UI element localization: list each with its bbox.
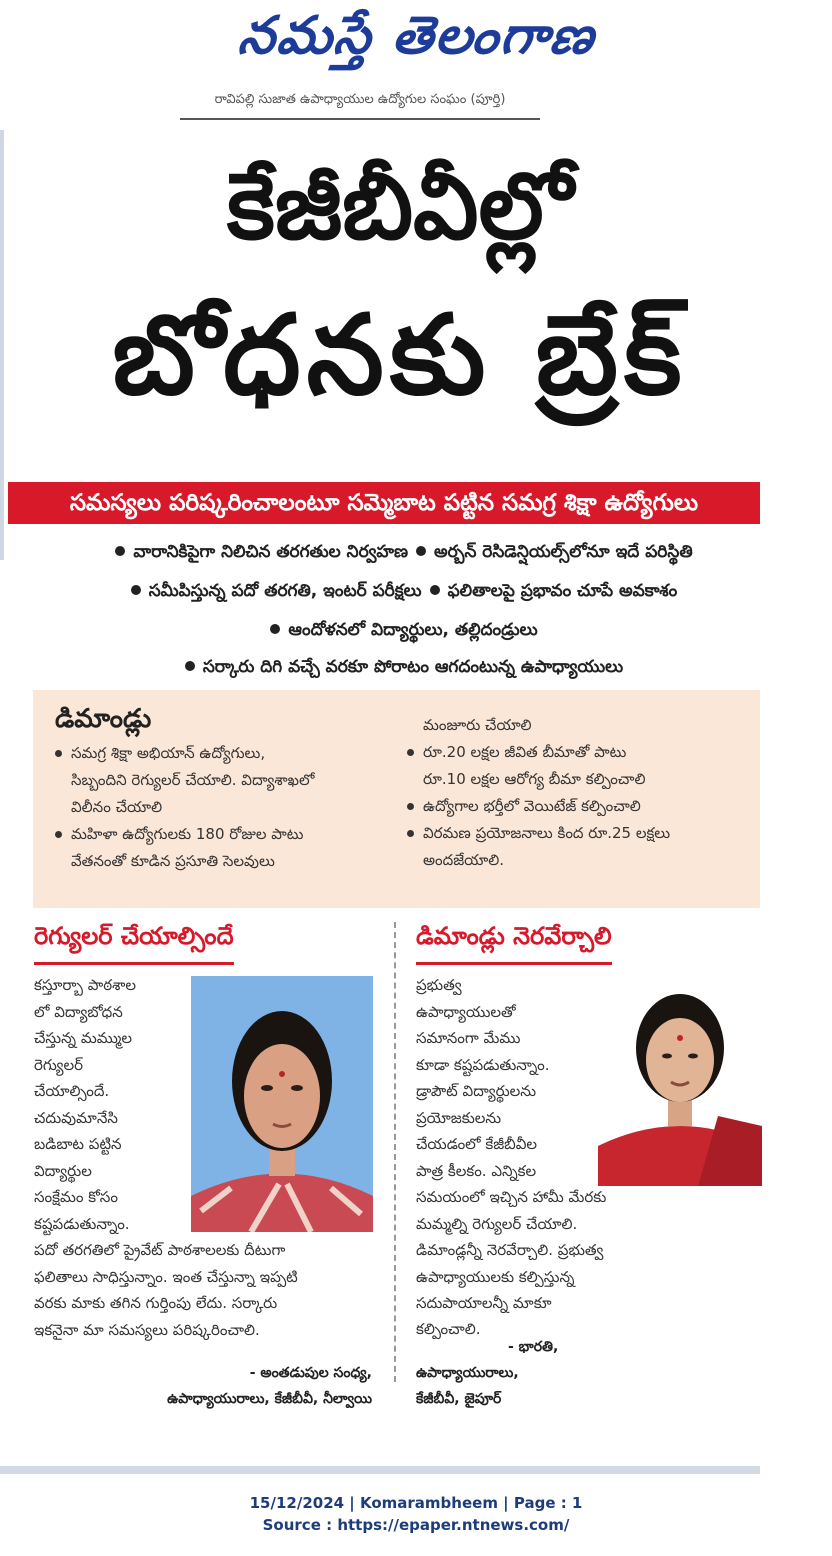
story-line: సమానంగా మేము [416, 1029, 521, 1047]
demand-line: వేతనంతో కూడిన ప్రసూతి సెలవులు [71, 852, 275, 870]
demand-line: మహిళా ఉద్యోగులకు 180 రోజుల పాటు [71, 825, 304, 843]
demand-line: విలీనం చేయాలి [71, 798, 163, 816]
left-story-signature [120, 1360, 372, 1412]
newspaper-logo: నమస్తే తెలంగాణ [235, 6, 599, 66]
story-line: సదుపాయాలన్నీ మాకూ [416, 1294, 552, 1312]
signature-line: ఉపాధ్యాయురాలు, [416, 1365, 519, 1381]
footer-source-link[interactable]: Source : https://epaper.ntnews.com/ [262, 1516, 570, 1534]
right-story-text [416, 972, 606, 1317]
highlight-text: సర్కారు దిగి వచ్చే వరకూ పోరాటం ఆగదంటున్న ఉపాధ్యాయులు [202, 657, 624, 677]
demand-item [405, 793, 745, 820]
story-line: బడిబాట పట్టిన [34, 1135, 122, 1153]
right-story-signature-name: - భారతి, [508, 1339, 559, 1355]
bullet-icon [416, 546, 426, 556]
story-line: ఫలితాలు సాధిస్తున్నాం. ఇంత చేస్తున్నా ఇప్పటి [34, 1267, 298, 1286]
story-line: సంక్షేమం కోసం [34, 1188, 118, 1206]
highlight-text: ఆందోళనలో విద్యార్థులు, తల్లిదండ్రులు [288, 620, 538, 640]
story-line: చదువుమానేసి [34, 1108, 118, 1127]
signature-line: - అంతడుపుల సంధ్య, [249, 1365, 372, 1381]
right-story-last-line: కల్పించాలి. [416, 1320, 481, 1338]
demand-line: మంజూరు చేయాలి [423, 716, 532, 734]
left-story-beside-photo [34, 972, 136, 1237]
story-line: పదో తరగతిలో ప్రైవేట్ పాఠశాలలకు దీటుగా [34, 1241, 286, 1259]
highlight-text: ఫలితాలపై ప్రభావం చూపే అవకాశం [447, 581, 678, 601]
demand-line: రూ.10 లక్షల ఆరోగ్య బీమా కల్పించాలి [423, 770, 646, 788]
demand-line: సిబ్బందిని రెగ్యులర్ చేయాలి. విద్యాశాఖలో [71, 771, 315, 789]
demand-item [53, 821, 393, 875]
demands-title: డిమాండ్లు [55, 704, 152, 734]
headline-line-1: కేజీబీవీల్లో [226, 153, 574, 260]
page-bottom-strip [0, 1466, 760, 1474]
masthead [0, 0, 832, 80]
highlight-text: వారానికిపైగా నిలిచిన తరగతుల నిర్వహణ [133, 542, 409, 562]
story-line: పాత్ర కీలకం. ఎన్నికల [416, 1161, 537, 1180]
story-line: వరకు మాకు తగిన గుర్తింపు లేదు. సర్కారు [34, 1294, 278, 1312]
right-portrait-photo [598, 976, 762, 1186]
demand-line: విరమణ ప్రయోజనాలు కింద రూ.25 లక్షలు [423, 824, 671, 842]
bullet-icon [185, 661, 195, 671]
left-portrait-photo [191, 976, 373, 1232]
kicker-line: రావిపల్లి సుజాత ఉపాధ్యాయుల ఉద్యోగుల సంఘం (పూర్తి) [180, 92, 540, 120]
left-story-full-width [34, 1237, 298, 1343]
story-line: కష్టపడుతున్నాం. [34, 1214, 130, 1233]
highlight-line-1 [0, 542, 800, 566]
right-story-heading: డిమాండ్లు నెరవేర్చాలి [416, 922, 612, 965]
demand-line: అందజేయాలి. [423, 851, 505, 869]
demands-box [33, 690, 760, 908]
story-line: ప్రభుత్వ [416, 976, 462, 994]
signature-line: ఉపాధ్యాయురాలు, కేజీబీవీ, నీల్వాయి [167, 1391, 372, 1407]
bullet-icon [131, 585, 141, 595]
bullet-icon [115, 546, 125, 556]
story-line: విద్యార్థుల [34, 1161, 92, 1180]
story-line: ఉపాధ్యాయులకు కల్పిస్తున్న [416, 1267, 575, 1286]
story-line: ఇకనైనా మా సమస్యలు పరిష్కరించాలి. [34, 1320, 260, 1339]
story-line: చేయాల్సిందే. [34, 1082, 110, 1100]
highlight-line-3 [0, 620, 800, 644]
highlight-text: సమీపిస్తున్న పదో తరగతి, ఇంటర్ పరీక్షలు [148, 581, 422, 601]
demand-line: సమగ్ర శిక్షా అభియాన్ ఉద్యోగులు, [71, 744, 266, 762]
demand-item [405, 739, 745, 793]
story-line: డిమాండ్లన్నీ నెరవేర్చాలి. ప్రభుత్వ [416, 1241, 604, 1259]
demand-item [405, 820, 745, 874]
story-line: కూడా కష్టపడుతున్నాం. [416, 1055, 550, 1074]
story-line: చేస్తున్న మమ్ముల [34, 1029, 132, 1047]
footer-date-edition: 15/12/2024 | Komarambheem | Page : 1 [249, 1494, 583, 1512]
story-line: కస్తూర్బా పాఠశాల [34, 976, 136, 994]
demand-line: రూ.20 లక్షల జీవిత బీమాతో పాటు [423, 743, 627, 761]
story-line: సమయంలో ఇచ్చిన హామీ మేరకు [416, 1188, 607, 1206]
story-line: రెగ్యులర్ [34, 1055, 84, 1074]
signature-line: కేజీబీవీ, జైపూర్ [416, 1391, 502, 1407]
column-divider [394, 922, 396, 1382]
demand-line: ఉద్యోగాల భర్తీలో వెయిటేజ్ కల్పించాలి [423, 797, 641, 815]
page-footer [0, 1492, 832, 1536]
right-story-signature [416, 1360, 519, 1412]
story-line: డ్రాపౌట్ విద్యార్థులను [416, 1082, 537, 1100]
left-story-heading: రెగ్యులర్ చేయాల్సిందే [34, 922, 234, 965]
highlight-text: అర్బన్ రెసిడెన్షియల్స్‌లోనూ ఇదే పరిస్థితి [434, 542, 693, 562]
bullet-icon [430, 585, 440, 595]
demands-left-column [53, 740, 393, 875]
headline-line-2: బోధనకు బ్రేక్ [112, 291, 688, 419]
demands-right-column [405, 712, 745, 874]
story-line: చేయడంలో కేజీబీవీల [416, 1135, 538, 1153]
story-line: మమ్మల్ని రెగ్యులర్ చేయాలి. [416, 1214, 578, 1233]
story-line: ప్రయోజకులను [416, 1108, 502, 1127]
story-line: ఉపాధ్యాయులతో [416, 1002, 516, 1021]
bullet-icon [270, 624, 280, 634]
subheadline-bar: సమస్యలు పరిష్కరించాలంటూ సమ్మెబాట పట్టిన సమగ్ర శిక్షా ఉద్యోగులు [8, 482, 760, 524]
story-line: లో విద్యాబోధన [34, 1002, 123, 1021]
highlight-line-2 [0, 581, 800, 605]
demand-item [53, 740, 393, 821]
highlight-line-4 [0, 657, 800, 681]
